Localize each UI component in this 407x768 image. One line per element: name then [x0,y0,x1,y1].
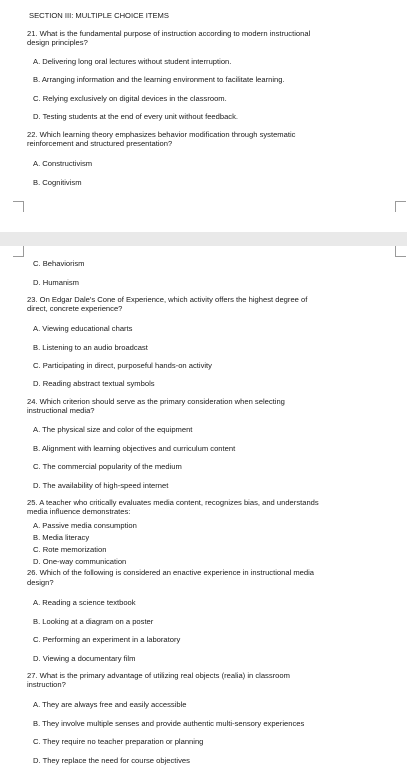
crop-mark-top-right [395,201,406,212]
question-24-option-b: B. Alignment with learning objectives and curriculum content [33,444,236,453]
crop-mark-bottom-right [395,246,406,257]
question-25-stem-line-2: media influence demonstrates: [27,507,131,516]
question-26-stem-line-2: design? [27,578,54,587]
question-21-option-b: B. Arranging information and the learning environment to facilitate learning. [33,75,285,84]
question-27-option-a: A. They are always free and easily accessible [33,700,187,709]
question-23-stem-line-1: 23. On Edgar Dale's Cone of Experience, which activity offers the highest degree of [27,295,308,304]
question-23-option-b: B. Listening to an audio broadcast [33,343,148,352]
question-22-stem-line-2: reinforcement and structured presentation? [27,139,173,148]
section-title: SECTION III: MULTIPLE CHOICE ITEMS [29,11,169,20]
question-26-stem-line-1: 26. Which of the following is considered an enactive experience in instructional media [27,568,315,577]
crop-mark-top-left [13,201,24,212]
question-27-option-c: C. They require no teacher preparation or planning [33,737,204,746]
question-22-option-c: C. Behaviorism [33,259,85,268]
question-24-option-a: A. The physical size and color of the equipment [33,425,193,434]
question-22-stem-line-1: 22. Which learning theory emphasizes behavior modification through systematic [27,130,296,139]
question-25-stem-line-1: 25. A teacher who critically evaluates media content, recognizes bias, and understands [27,498,319,507]
question-26-option-a: A. Reading a science textbook [33,598,136,607]
question-22-option-d: D. Humanism [33,278,79,287]
question-23-option-a: A. Viewing educational charts [33,324,133,333]
question-24-option-c: C. The commercial popularity of the medium [33,462,182,471]
question-27-stem-line-2: instruction? [27,680,66,689]
document-page-1 [0,0,407,232]
question-21-option-a: A. Delivering long oral lectures without student interruption. [33,57,232,66]
question-25-option-a: A. Passive media consumption [33,521,137,530]
question-21-stem-line-2: design principles? [27,38,88,47]
question-21-stem-line-1: 21. What is the fundamental purpose of instruction according to modern instructional [27,29,311,38]
question-27-stem-line-1: 27. What is the primary advantage of utilizing real objects (realia) in classroom [27,671,290,680]
question-25-option-c: C. Rote memorization [33,545,107,554]
crop-mark-bottom-left [13,246,24,257]
question-23-option-c: C. Participating in direct, purposeful hands-on activity [33,361,212,370]
question-27-option-d: D. They replace the need for course objectives [33,756,190,765]
page-separator [0,232,407,246]
document-page-2 [0,246,407,768]
question-21-option-c: C. Relying exclusively on digital devices in the classroom. [33,94,227,103]
question-24-option-d: D. The availability of high-speed internet [33,481,169,490]
question-26-option-b: B. Looking at a diagram on a poster [33,617,154,626]
question-26-option-d: D. Viewing a documentary film [33,654,136,663]
question-25-option-b: B. Media literacy [33,533,90,542]
question-25-option-d: D. One-way communication [33,557,127,566]
question-24-stem-line-1: 24. Which criterion should serve as the primary consideration when selecting [27,397,285,406]
question-24-stem-line-2: instructional media? [27,406,95,415]
question-22-option-a: A. Constructivism [33,159,93,168]
question-22-option-b: B. Cognitivism [33,178,82,187]
question-21-option-d: D. Testing students at the end of every unit without feedback. [33,112,239,121]
question-26-option-c: C. Performing an experiment in a laboratory [33,635,181,644]
question-23-stem-line-2: direct, concrete experience? [27,304,123,313]
question-23-option-d: D. Reading abstract textual symbols [33,379,155,388]
question-27-option-b: B. They involve multiple senses and provide authentic multi-sensory experiences [33,719,305,728]
